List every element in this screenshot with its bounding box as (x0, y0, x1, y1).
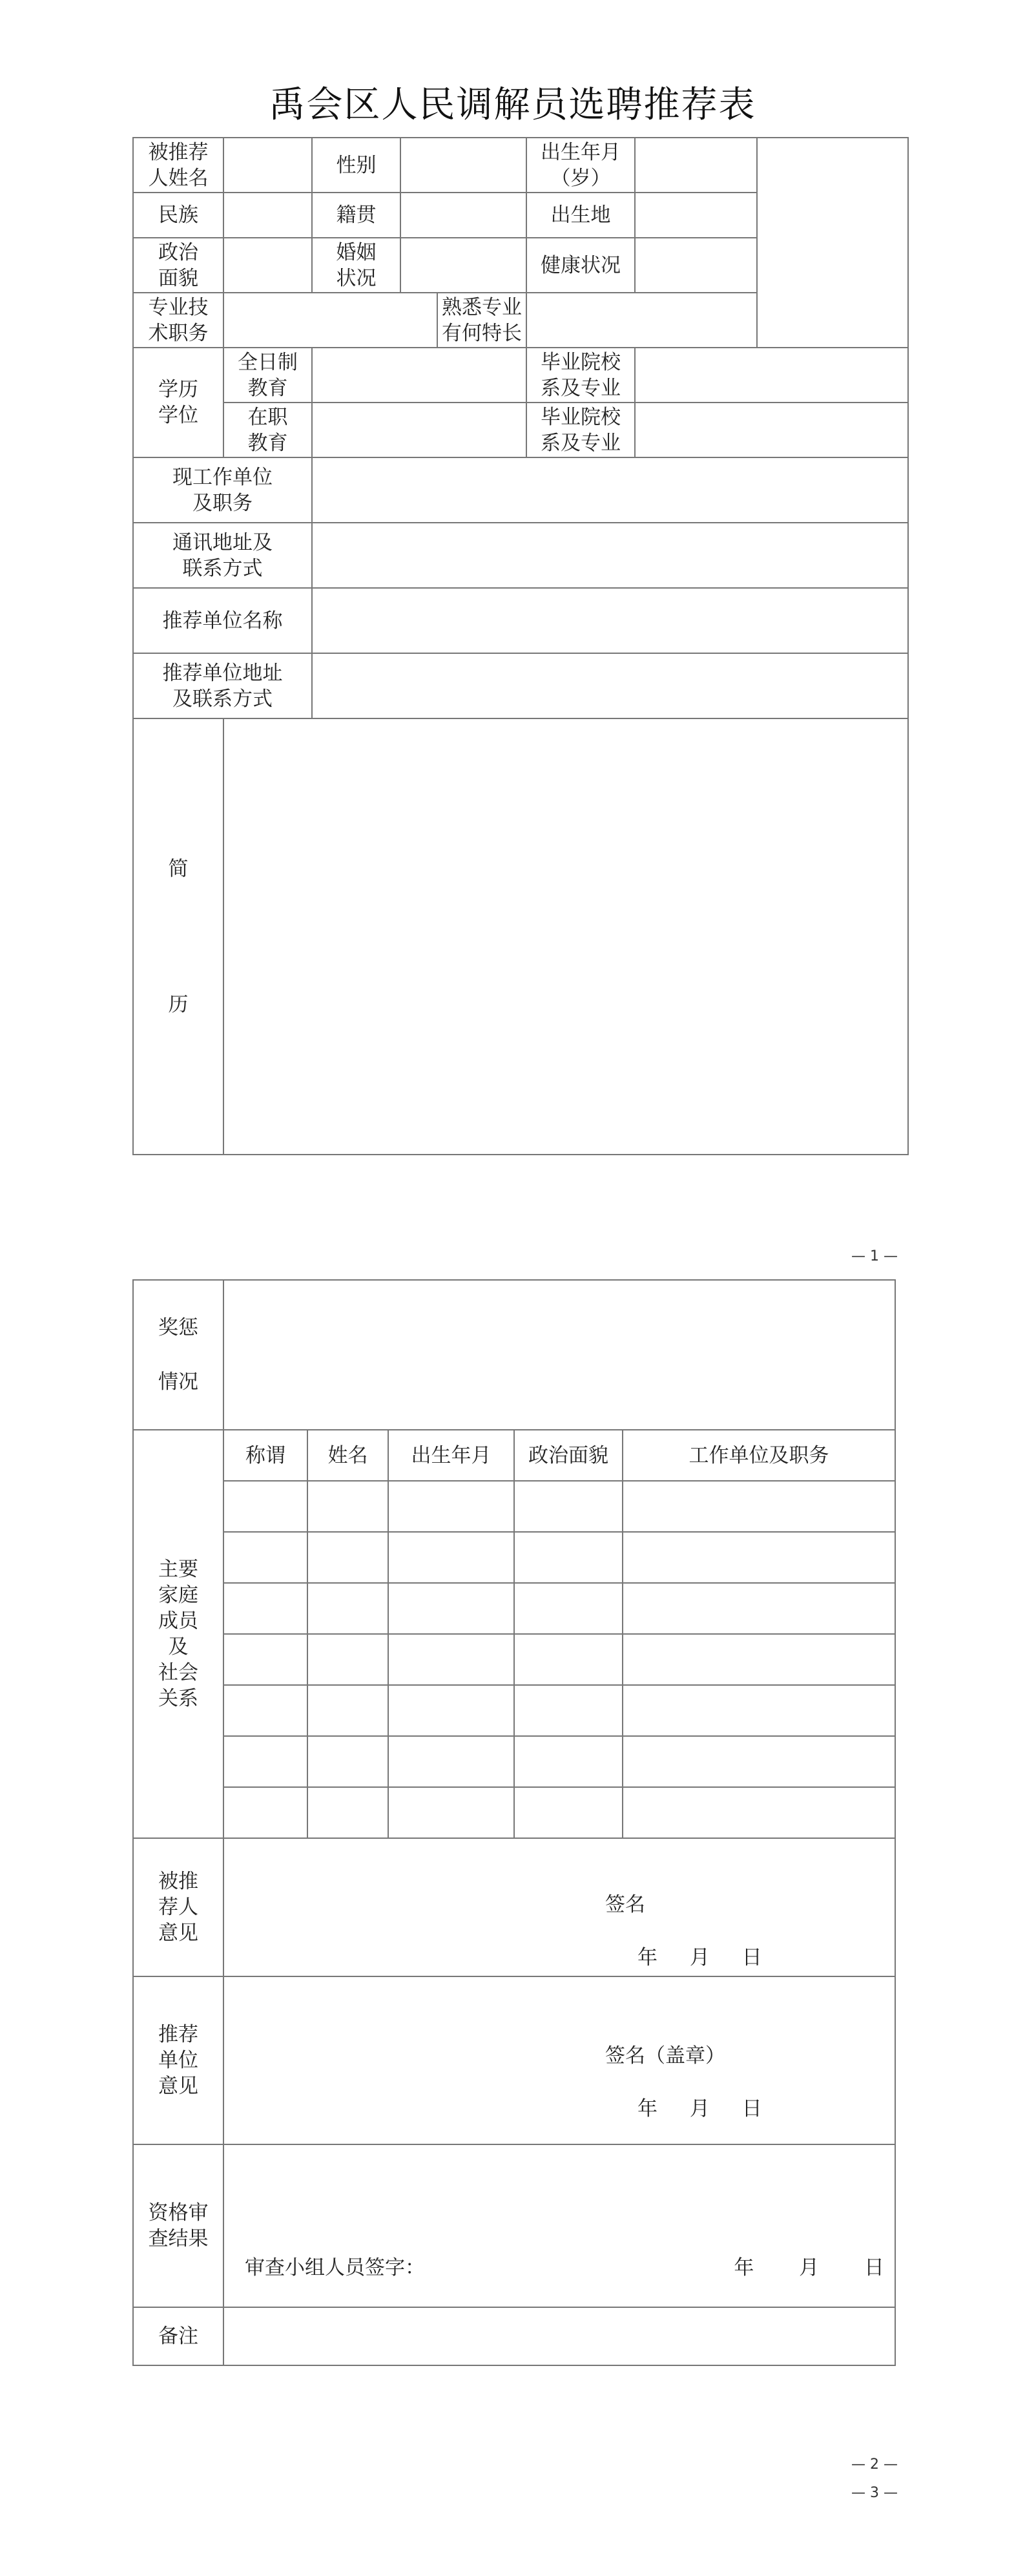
family-cell[interactable] (307, 1532, 388, 1583)
family-cell[interactable] (388, 1634, 514, 1685)
label-family: 主要 家庭 成员 及 社会 关系 (133, 1430, 223, 1838)
field-inservice-education[interactable] (312, 403, 526, 457)
family-cell[interactable] (388, 1787, 514, 1838)
family-cell[interactable] (388, 1736, 514, 1787)
family-cell[interactable] (223, 1481, 307, 1532)
review-date-label: 年 月 日 (734, 2256, 885, 2279)
field-current-job[interactable] (312, 457, 908, 523)
family-header-name: 姓名 (307, 1430, 388, 1481)
family-cell[interactable] (307, 1685, 388, 1736)
family-cell[interactable] (388, 1685, 514, 1736)
family-cell[interactable] (223, 1787, 307, 1838)
family-cell[interactable] (623, 1634, 895, 1685)
family-cell[interactable] (307, 1634, 388, 1685)
family-row (133, 1787, 895, 1838)
page-number-2: — 2 — (851, 2456, 898, 2473)
family-cell[interactable] (514, 1481, 623, 1532)
label-political: 政治 面貌 (133, 238, 223, 293)
field-health[interactable] (635, 238, 757, 293)
unit-signature-label: 签名（盖章） (605, 2044, 725, 2068)
page-number-1: — 1 — (851, 1248, 898, 1264)
label-inservice-education: 在职 教育 (223, 403, 312, 457)
family-row (133, 1685, 895, 1736)
family-row (133, 1481, 895, 1532)
family-header-birth: 出生年月 (388, 1430, 514, 1481)
label-ethnicity: 民族 (133, 193, 223, 238)
family-cell[interactable] (307, 1481, 388, 1532)
label-awards: 奖惩 情况 (133, 1280, 223, 1430)
family-cell[interactable] (307, 1736, 388, 1787)
label-current-job: 现工作单位 及职务 (133, 457, 312, 523)
family-opinion-table (132, 1279, 896, 2366)
label-birth: 出生年月 （岁） (526, 138, 635, 193)
family-cell[interactable] (223, 1736, 307, 1787)
family-header-job: 工作单位及职务 (623, 1430, 895, 1481)
family-cell[interactable] (514, 1634, 623, 1685)
family-row (133, 1532, 895, 1583)
family-cell[interactable] (514, 1532, 623, 1583)
family-cell[interactable] (388, 1532, 514, 1583)
family-row (133, 1583, 895, 1634)
field-birthplace[interactable] (635, 193, 757, 238)
family-cell[interactable] (623, 1583, 895, 1634)
label-fulltime-education: 全日制 教育 (223, 348, 312, 403)
label-gender: 性别 (312, 138, 400, 193)
label-unit-opinion: 推荐 单位 意见 (133, 1976, 223, 2144)
label-fulltime-school: 毕业院校 系及专业 (526, 348, 635, 403)
family-cell[interactable] (223, 1634, 307, 1685)
nominee-date-label: 年 月 日 (637, 1946, 762, 1969)
family-cell[interactable] (388, 1481, 514, 1532)
label-native-place: 籍贯 (312, 193, 400, 238)
family-cell[interactable] (514, 1685, 623, 1736)
field-awards[interactable] (223, 1280, 895, 1430)
label-recommender-address: 推荐单位地址 及联系方式 (133, 653, 312, 718)
family-cell[interactable] (223, 1685, 307, 1736)
label-health: 健康状况 (526, 238, 635, 293)
field-specialty[interactable] (526, 293, 757, 348)
field-native-place[interactable] (400, 193, 526, 238)
family-header-relation: 称谓 (223, 1430, 307, 1481)
family-row (133, 1736, 895, 1787)
label-inservice-school: 毕业院校 系及专业 (526, 403, 635, 457)
label-education: 学历 学位 (133, 348, 223, 457)
field-remarks[interactable] (223, 2307, 895, 2365)
label-nominee-name: 被推荐 人姓名 (133, 138, 223, 193)
field-contact[interactable] (312, 523, 908, 588)
label-remarks: 备注 (133, 2307, 223, 2365)
field-gender[interactable] (400, 138, 526, 193)
nominee-info-table (132, 137, 909, 1155)
family-cell[interactable] (307, 1787, 388, 1838)
family-cell[interactable] (623, 1736, 895, 1787)
field-nominee-name[interactable] (223, 138, 312, 193)
field-nominee-opinion[interactable] (223, 1838, 895, 1976)
label-tech-title: 专业技 术职务 (133, 293, 223, 348)
label-marital: 婚姻 状况 (312, 238, 400, 293)
family-cell[interactable] (623, 1685, 895, 1736)
family-cell[interactable] (623, 1481, 895, 1532)
family-header-political: 政治面貌 (514, 1430, 623, 1481)
field-political[interactable] (223, 238, 312, 293)
nominee-signature-label: 签名 (605, 1893, 645, 1916)
field-recommender-name[interactable] (312, 588, 908, 653)
page-number-3: — 3 — (851, 2485, 898, 2501)
photo-box[interactable] (757, 138, 908, 348)
label-resume: 简 历 (133, 718, 223, 1155)
field-review[interactable] (223, 2144, 895, 2307)
family-cell[interactable] (623, 1787, 895, 1838)
field-tech-title[interactable] (223, 293, 437, 348)
label-contact: 通讯地址及 联系方式 (133, 523, 312, 588)
family-cell[interactable] (623, 1532, 895, 1583)
family-cell[interactable] (223, 1583, 307, 1634)
family-cell[interactable] (514, 1787, 623, 1838)
label-specialty: 熟悉专业 有何特长 (437, 293, 526, 348)
field-resume[interactable] (223, 718, 908, 1155)
label-recommender-name: 推荐单位名称 (133, 588, 312, 653)
field-fulltime-school[interactable] (635, 348, 908, 403)
family-row (133, 1634, 895, 1685)
family-cell[interactable] (514, 1736, 623, 1787)
field-inservice-school[interactable] (635, 403, 908, 457)
field-marital[interactable] (400, 238, 526, 293)
label-nominee-opinion: 被推 荐人 意见 (133, 1838, 223, 1976)
field-fulltime-education[interactable] (312, 348, 526, 403)
family-cell[interactable] (514, 1583, 623, 1634)
review-signature-label: 审查小组人员签字： (245, 2256, 425, 2279)
family-cell[interactable] (388, 1583, 514, 1634)
form-title: 禹会区人民调解员选聘推荐表 (269, 84, 756, 126)
unit-date-label: 年 月 日 (637, 2097, 762, 2120)
field-recommender-address[interactable] (312, 653, 908, 718)
label-birthplace: 出生地 (526, 193, 635, 238)
family-cell[interactable] (223, 1532, 307, 1583)
field-ethnicity[interactable] (223, 193, 312, 238)
field-birth[interactable] (635, 138, 757, 193)
family-cell[interactable] (307, 1583, 388, 1634)
field-unit-opinion[interactable] (223, 1976, 895, 2144)
label-review: 资格审 查结果 (133, 2144, 223, 2307)
